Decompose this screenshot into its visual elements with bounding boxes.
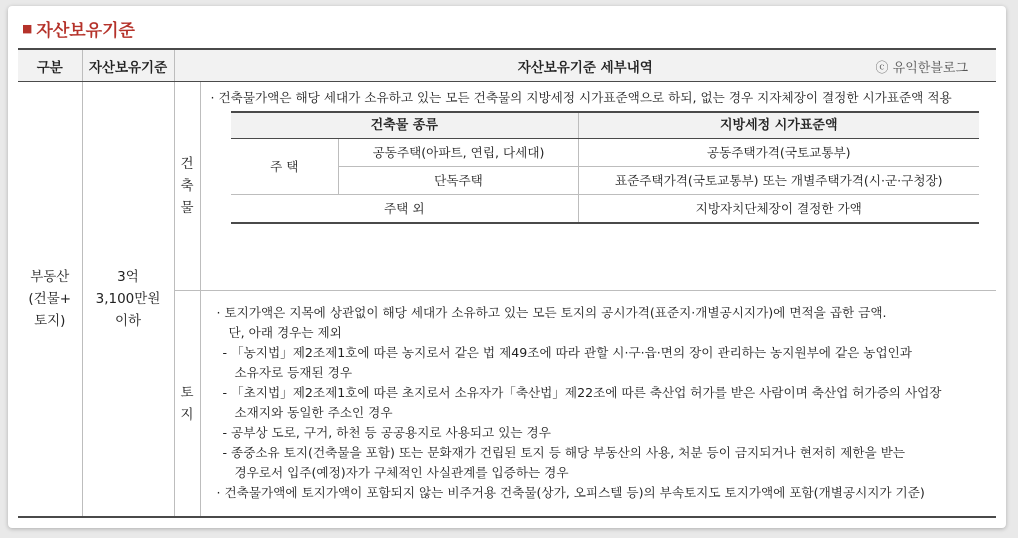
category-line: 부동산 — [30, 269, 70, 285]
land-exclusion-item: - 종중소유 토지(건축물을 포함) 또는 문화재가 건립된 토지 등 해당 부동산의 사용, 처분 등이 금지되거나 현저히 제한을 받는 — [222, 445, 906, 460]
land-exclusion-item: - 공부상 도로, 구거, 하천 등 공공용지로 사용되고 있는 경우 — [222, 425, 551, 440]
building-intro: · 건축물가액은 해당 세대가 소유하고 있는 모든 건축물의 지방세정 시가표준액으로 하되, 없는 경우 지자체장이 결정한 시가표준액 적용 — [210, 90, 952, 105]
land-text-line: 소유자로 등재된 경우 — [234, 365, 352, 380]
inner-cell-value: 지방자치단체장이 결정한 가액 — [579, 195, 979, 224]
land-text-line: 소재지와 동일한 주소인 경우 — [234, 405, 393, 420]
blog-watermark: ⓒ 유익한블로그 — [875, 61, 968, 76]
inner-row — [231, 167, 979, 195]
building-label-char: 축 — [180, 178, 194, 194]
inner-header-row — [231, 112, 979, 139]
land-label-cell — [174, 291, 200, 518]
header-details — [174, 49, 996, 82]
building-detail-cell — [200, 82, 996, 291]
land-exclusion-item: - 「초지법」제2조제1호에 따른 초지로서 소유자가「축산법」제22조에 따른 축산업 허가를 받은 사람이며 축산업 허가증의 사업장 — [222, 385, 942, 400]
category-line: (건물+ — [28, 291, 72, 307]
inner-cell-value: 공동주택가격(국토교통부) — [579, 139, 979, 167]
header-details-label: 자산보유기준 세부내역 — [517, 59, 653, 76]
table-row-building — [18, 82, 996, 291]
building-label-char: 건 — [180, 156, 194, 172]
land-text-line: · 토지가액은 지목에 상관없이 해당 세대가 소유하고 있는 모든 토지의 공시가격(표준지·개별공시지가)에 면적을 곱한 금액. — [216, 305, 887, 320]
building-label-cell — [174, 82, 200, 291]
inner-row — [231, 195, 979, 224]
criteria-line: 이하 — [114, 313, 142, 329]
inner-cell-subtype: 공동주택(아파트, 연립, 다세대) — [339, 139, 579, 167]
land-detail-cell — [200, 291, 996, 518]
inner-cell-subtype: 단독주택 — [339, 167, 579, 195]
building-label-char: 물 — [180, 200, 194, 216]
inner-header-type: 건축물 종류 — [231, 112, 579, 139]
land-exclusion-item: - 「농지법」제2조제1호에 따른 농지로서 같은 법 제49조에 따라 관할 시·구·읍·면의 장이 관리하는 농지원부에 같은 농업인과 — [222, 345, 912, 360]
content-card — [8, 6, 1006, 528]
inner-header-value: 지방세정 시가표준액 — [579, 112, 979, 139]
criteria-line: 3,100만원 — [95, 291, 161, 307]
category-line: 토지) — [34, 313, 66, 329]
asset-criteria-table — [18, 48, 996, 518]
land-text-line: · 건축물가액에 토지가액이 포함되지 않는 비주거용 건축물(상가, 오피스텔 등)의 부속토지도 토지가액에 포함(개별공시지가 기준) — [216, 485, 925, 500]
category-cell — [18, 82, 82, 518]
criteria-cell — [82, 82, 174, 518]
land-label-char: 토 — [180, 384, 194, 401]
inner-row — [231, 139, 979, 167]
inner-cell-type: 주택 외 — [231, 195, 579, 224]
housing-group-cell: 주 택 — [231, 139, 339, 195]
criteria-line: 3억 — [117, 269, 139, 285]
land-text-line: 단, 아래 경우는 제외 — [228, 325, 342, 340]
building-value-table — [231, 111, 979, 224]
square-bullet-icon: ■ — [22, 22, 33, 35]
table-header-row — [18, 49, 996, 82]
header-criteria: 자산보유기준 — [82, 49, 174, 82]
header-category: 구분 — [18, 49, 82, 82]
section-title-text: 자산보유기준 — [36, 21, 135, 41]
section-title — [22, 16, 135, 41]
land-label-char: 지 — [180, 406, 194, 423]
inner-cell-value: 표준주택가격(국토교통부) 또는 개별주택가격(시·군·구청장) — [579, 167, 979, 195]
land-text-line: 경우로서 입주(예정)자가 구체적인 사실관계를 입증하는 경우 — [234, 465, 569, 480]
